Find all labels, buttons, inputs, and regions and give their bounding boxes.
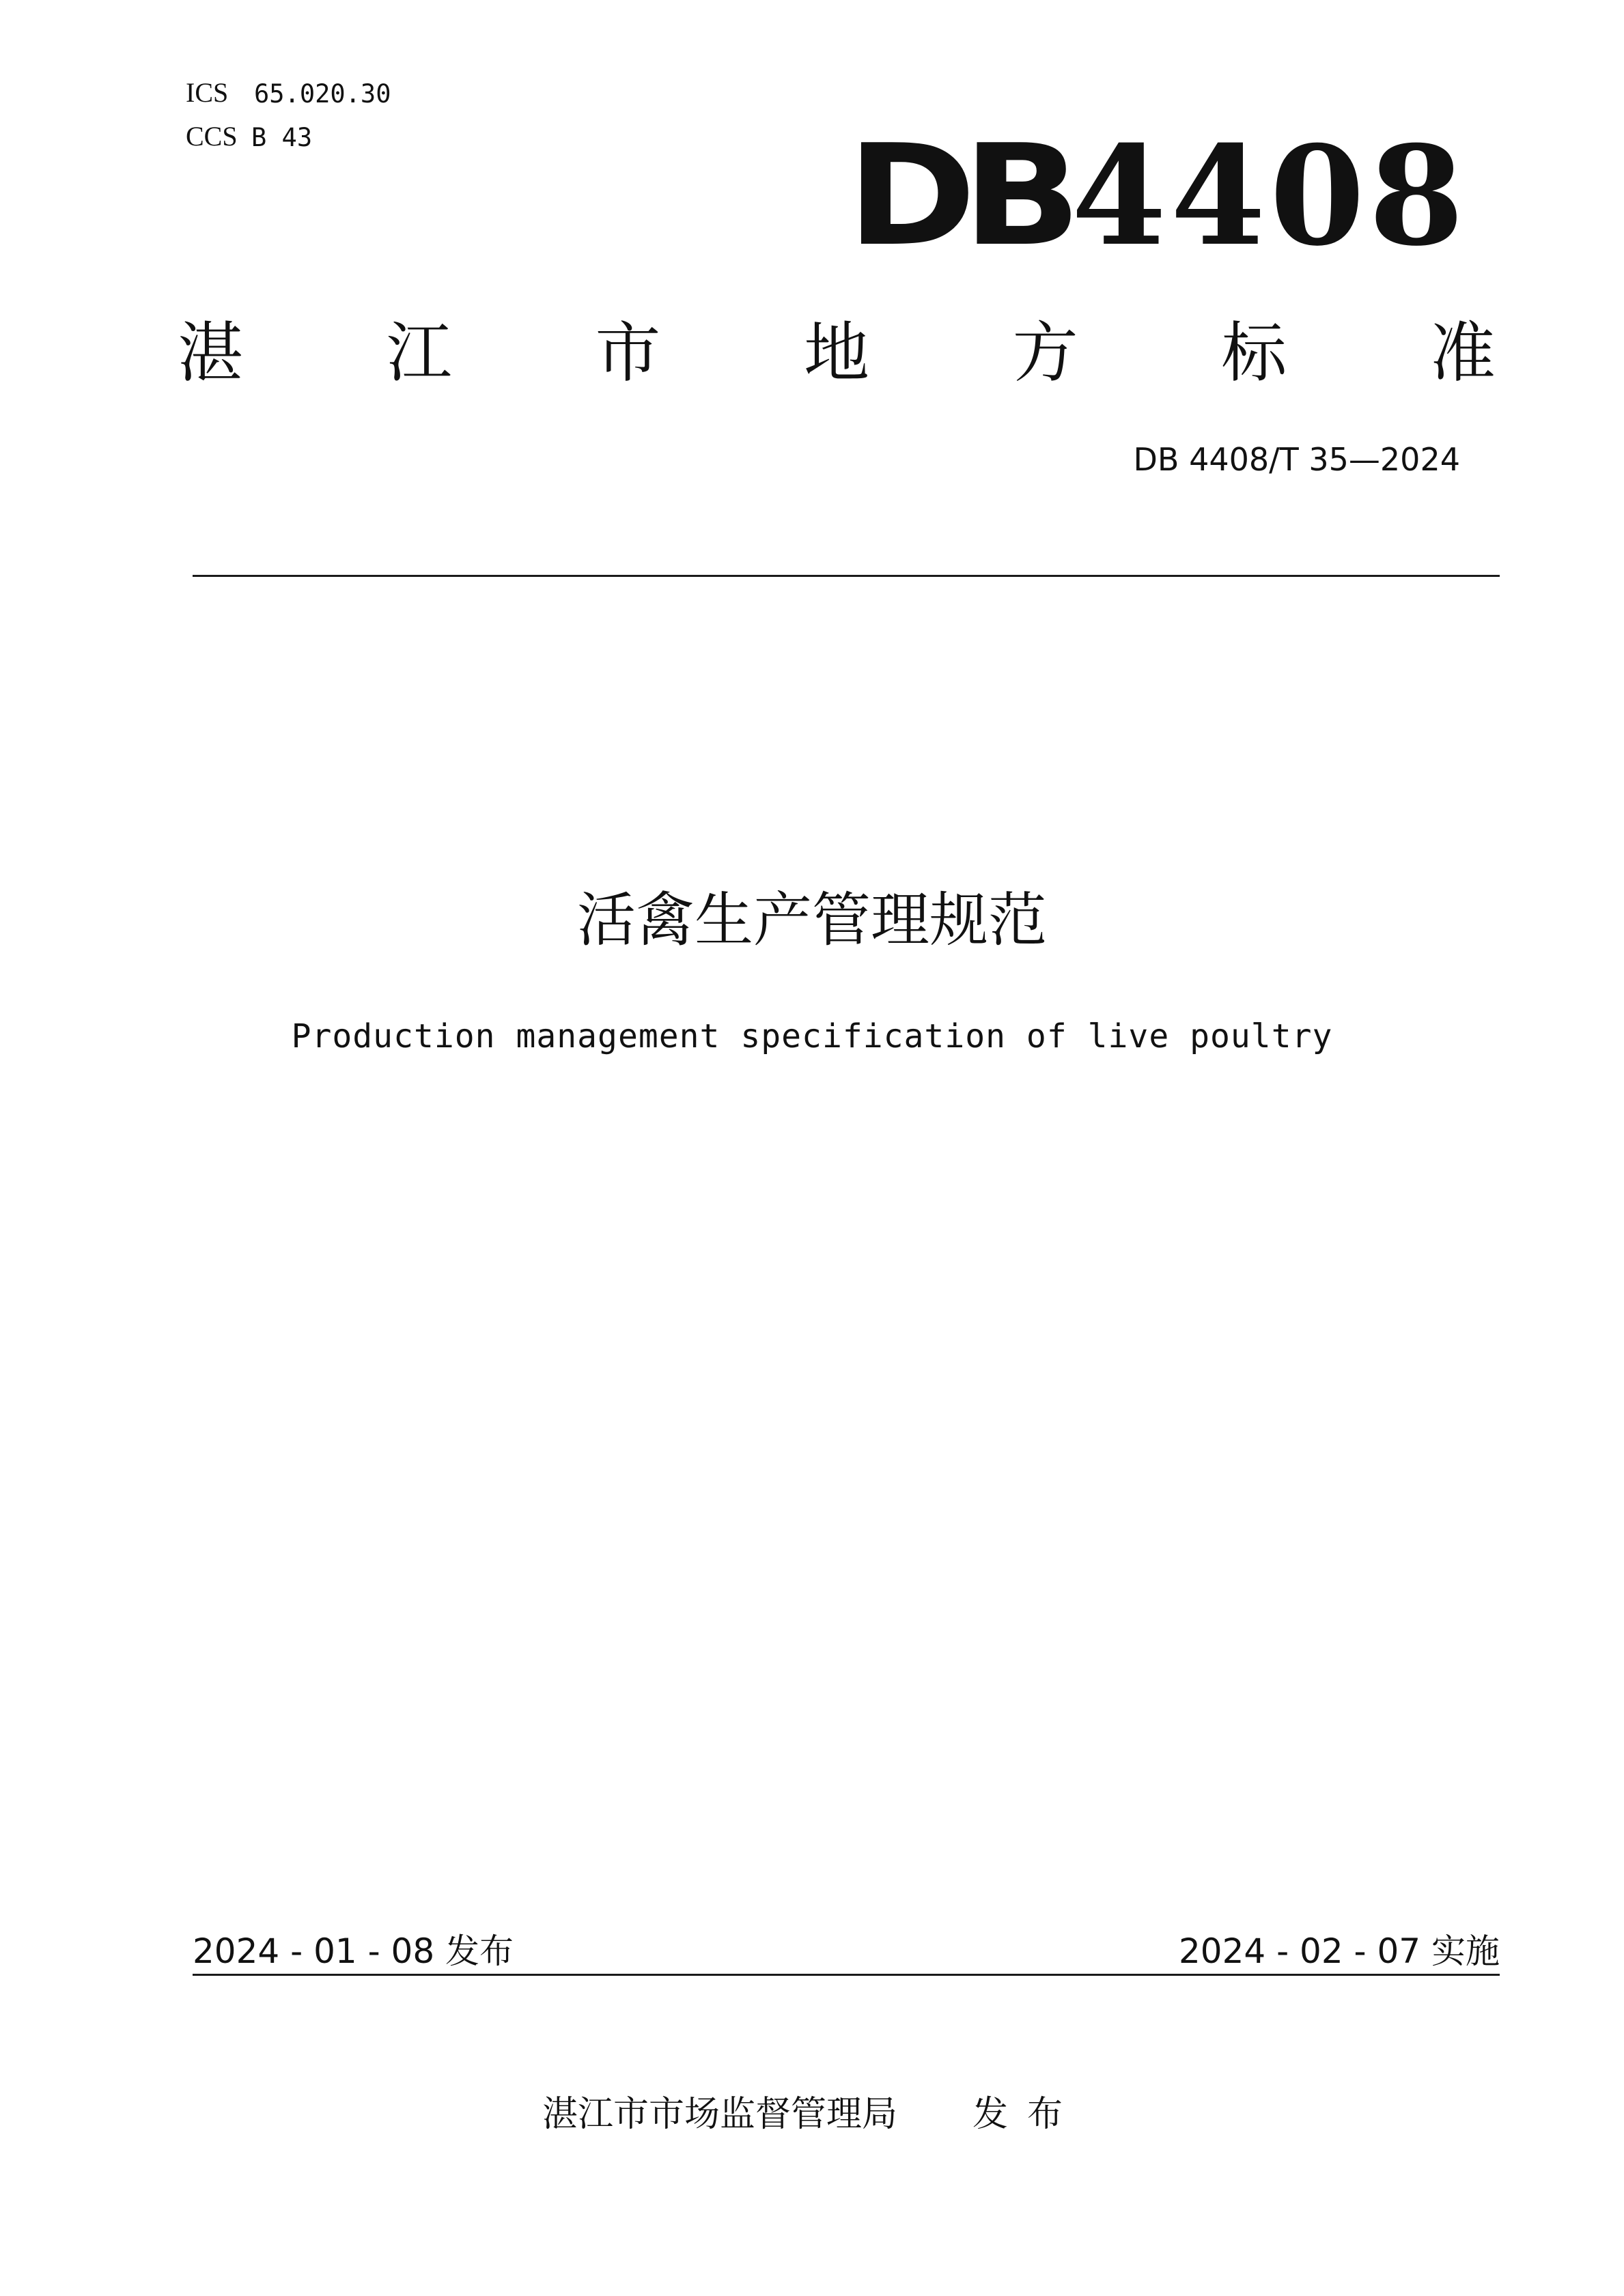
ccs-code: B 43 [251,123,313,152]
standard-number: DB 4408/T 35—2024 [1133,441,1460,478]
category-char: 方 [1012,315,1078,391]
issuing-authority [0,2085,1624,2136]
ics-label: ICS [186,77,229,108]
ccs-label: CCS [186,121,238,152]
ics-code: 65.020.30 [254,79,391,109]
category-char: 地 [803,315,869,391]
db-logo-prefix: DB [847,115,1068,277]
publish-date: 2024 - 01 - 08 发布 [193,1931,514,1971]
issuer-organization: 湛江市市场监督管理局 [542,2094,897,2135]
category-char: 江 [386,315,452,391]
header-divider [193,575,1500,577]
db-logo-number: 4408 [1071,116,1468,277]
issuer-action: 发布 [972,2094,1082,2135]
db-standard-logo [847,115,1468,277]
category-char: 准 [1429,315,1496,391]
document-title: 活禽生产管理规范 [577,886,1047,954]
footer-divider [193,1974,1500,1976]
category-char: 市 [595,315,661,391]
standard-category-title [178,315,1496,391]
document-title-english: Production management specification of live poultry [291,1017,1333,1055]
category-char: 湛 [178,315,243,391]
effective-date: 2024 - 02 - 07 实施 [1178,1931,1500,1971]
category-char: 标 [1221,315,1287,391]
